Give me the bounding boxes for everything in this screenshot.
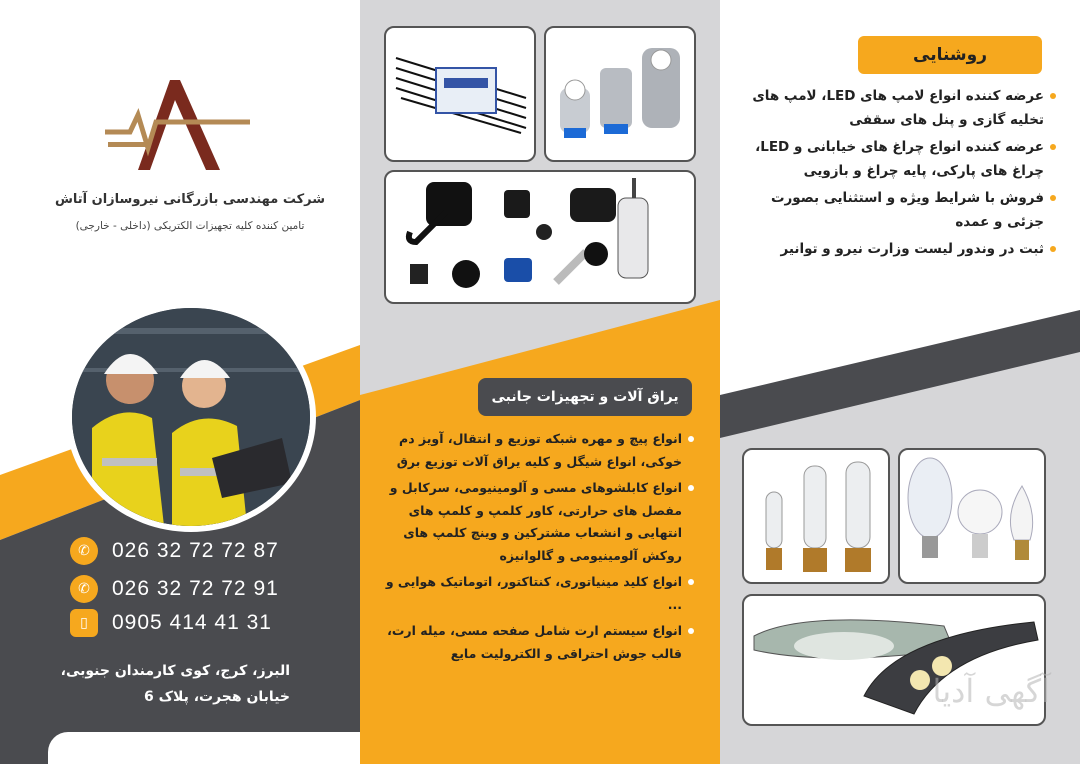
led-bulbs-image: [898, 448, 1046, 584]
list-item: عرضه کننده انواع چراغ های خیابانی و LED، چراغ های پارکی، پایه چراغ و بازویی: [740, 135, 1056, 183]
company-logo-icon: [100, 70, 260, 180]
clamps-image: [384, 170, 696, 304]
phone-number: 026 32 72 72 91: [112, 577, 279, 600]
list-item: انواع سیستم ارت شامل صفحه مسی، میله ارت، قالب جوش احتراقی و الکترولیت مایع: [374, 620, 694, 665]
list-item: انواع کلید مینیاتوری، کنتاکتور، اتوماتیک هوایی و ...: [374, 571, 694, 616]
watermark: آگهی آدیا: [932, 672, 1050, 710]
phone-row-2[interactable]: [70, 574, 279, 604]
phone-icon: ✆: [70, 575, 98, 603]
phone-number: 026 32 72 72 87: [112, 539, 279, 562]
list-item: ثبت در وندور لیست وزارت نیرو و توانیر: [740, 237, 1056, 261]
phone-number: 0905 414 41 31: [112, 611, 272, 634]
accessories-list: [374, 428, 694, 669]
company-name: شرکت مهندسی بازرگانی نیروسازان آتاش: [54, 192, 326, 207]
accessories-heading: یراق آلات و تجهیزات جانبی: [478, 378, 692, 416]
engineers-photo: [66, 302, 316, 532]
lighting-list: [740, 84, 1056, 264]
address-line-2: خیابان هجرت، پلاک 6: [143, 689, 290, 705]
phone-icon: ✆: [70, 537, 98, 565]
middle-panel: [360, 0, 720, 764]
address: [40, 658, 290, 710]
company-tagline: تامین کننده کلیه تجهیزات الکتریکی (داخلی - خارجی): [75, 220, 305, 232]
discharge-lamps-image: [742, 448, 890, 584]
address-line-1: البرز، کرج، کوی کارمندان جنوبی،: [60, 663, 290, 679]
list-item: انواع کابلشوهای مسی و آلومینیومی، سرکابل و مفصل های حرارتی، کاور کلمپ و کلمپ های انتهایی و انشعاب مشترکین و وینچ کلمپ های روکش آلومینیومی و گالوانیزه: [374, 477, 694, 567]
list-item: انواع پیچ و مهره شبکه توزیع و انتقال، آویز دم خوکی، انواع شیگل و کلیه یراق آلات توزیع برق: [374, 428, 694, 473]
phone-row-3[interactable]: [70, 608, 272, 638]
right-panel: [720, 0, 1080, 764]
mobile-icon: ▯: [70, 609, 98, 637]
white-tab: [48, 732, 360, 764]
left-panel: [0, 0, 360, 764]
list-item: فروش با شرایط ویژه و استثنایی بصورت جزئی و عمده: [740, 186, 1056, 234]
lighting-heading: روشنایی: [858, 36, 1042, 74]
list-item: عرضه کننده انواع لامپ های LED، لامپ های تخلیه گازی و پنل های سقفی: [740, 84, 1056, 132]
phone-row-1[interactable]: [70, 536, 279, 566]
cable-lugs-image: [544, 26, 696, 162]
cable-ties-image: [384, 26, 536, 162]
